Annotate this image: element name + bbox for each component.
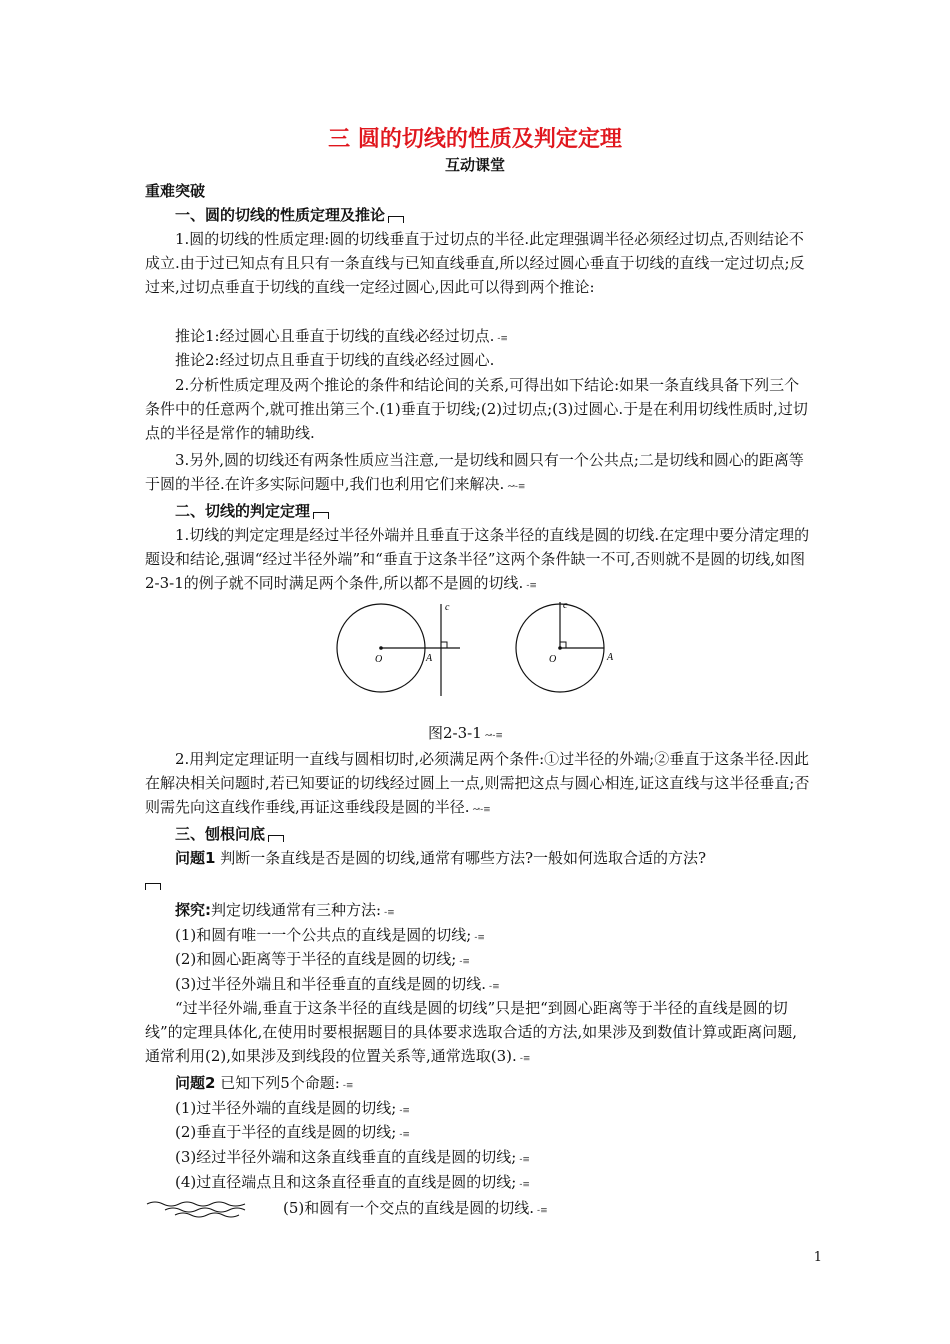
statement-4: (4)过直径端点且和这条直径垂直的直线是圆的切线; -≡ [175,1170,530,1197]
note-icon: -≡ [519,1180,530,1190]
note-icon: -≡ [474,933,485,943]
note-icon: -≡ [526,581,537,591]
corollary-1: 推论1:经过圆心且垂直于切线的直线必经过切点. -≡ [175,324,508,351]
marker-icon [145,883,161,890]
section1-paragraph3: 3.另外,圆的切线还有两条性质应当注意,一是切线和圆只有一个公共点;二是切线和圆心的距离等于圆的半径.在许多实际问题中,我们也利用它们来解决. ↝-≡ [145,448,811,499]
note-icon: -≡ [399,1106,410,1116]
marker-icon [313,512,329,519]
section2-paragraph1: 1.切线的判定定理是经过半径外端并且垂直于这条半径的直线是圆的切线.在定理中要分清定理的题设和结论,强调“经过半径外端”和“垂直于这条半径”这两个条件缺一不可,否则就不是圆的切线,如图2-3-1的例子就不同时满足两个条件,所以都不是圆的切线. -≡ [145,523,811,598]
note-icon: -≡ [519,1155,530,1165]
label-o-left: O [375,654,383,665]
label-o-right: O [549,654,557,665]
label-a-left: A [426,653,433,664]
note-icon: -≡ [384,908,395,918]
section3-heading: 三、刨根问底 [175,823,284,844]
note-icon: -≡ [342,1081,354,1091]
document-title: 三 圆的切线的性质及判定定理 [328,127,622,152]
note-icon: ↝-≡ [484,731,503,741]
section1-heading: 一、圆的切线的性质定理及推论 [175,204,404,225]
note-icon: -≡ [497,334,508,344]
right-angle-left [441,642,447,648]
statement-5: (5)和圆有一个交点的直线是圆的切线. -≡ [283,1196,548,1223]
label-a-right: A [607,652,614,663]
section1-paragraph2: 2.分析性质定理及两个推论的条件和结论间的关系,可得出如下结论:如果一条直线具备下列三个条件中的任意两个,就可推出第三个.(1)垂直于切线;(2)过切点;(3)过圆心.于是在利用切线性质时,过切点的半径是常作的辅助线. [145,376,808,442]
method-2: (2)和圆心距离等于半径的直线是圆的切线; -≡ [175,947,470,974]
explanation-paragraph: “过半径外端,垂直于这条半径的直线是圆的切线”只是把“到圆心距离等于半径的直线是圆的切线”的定理具体化,在使用时要根据题目的具体要求选取合适的方法,如果涉及到数值计算或距离问题,通常利用(2),如果涉及到线段的位置关系等,通常选取(3). -≡ [145,996,811,1071]
figure-left [337,602,460,696]
label-c-left: c [445,602,450,613]
label-c-right: c [563,600,568,611]
marker-icon [268,835,284,842]
note-icon: -≡ [489,982,500,992]
question-2: 问题2 已知下列5个命题: -≡ [175,1071,353,1098]
section2-paragraph2: 2.用判定定理证明一直线与圆相切时,必须满足两个条件:①过半径的外端;②垂直于这条半径.因此在解决相关问题时,若已知要证的切线经过圆上一点,则需把这点与圆心相连,证这直线与这半径垂直;否则需先向这直线作垂线,再证这垂线段是圆的半径. ↝-≡ [145,747,811,822]
note-icon: -≡ [519,1054,531,1064]
explore-line: 探究:判定切线通常有三种方法: -≡ [175,898,395,925]
figure-tangent-counterexamples [320,598,640,703]
note-icon: ↝-≡ [507,482,526,492]
statement-2: (2)垂直于半径的直线是圆的切线; -≡ [175,1120,410,1147]
section-main-heading: 重难突破 [145,182,206,200]
section1-paragraph1: 1.圆的切线的性质定理:圆的切线垂直于过切点的半径.此定理强调半径必须经过切点,否则结论不成立.由于过已知点有且只有一条直线与已知直线垂直,所以经过圆心垂直于切线的直线一定过切点;反过来,过切点垂直于切线的直线一定经过圆心,因此可以得到两个推论: [145,230,805,296]
marker-icon [388,216,404,223]
wave-decoration-icon [145,1198,249,1218]
note-icon: -≡ [537,1206,548,1216]
corollary-2: 推论2:经过切点且垂直于切线的直线必经过圆心. [175,351,495,369]
note-icon: -≡ [399,1130,410,1140]
method-3: (3)过半径外端且和半径垂直的直线是圆的切线. -≡ [175,972,500,999]
page-number: 1 [813,1250,822,1265]
question-1: 问题1 判断一条直线是否是圆的切线,通常有哪些方法?一般如何选取合适的方法? [145,846,811,894]
note-icon: ↝-≡ [472,805,491,815]
figure-right [516,600,614,692]
section2-heading: 二、切线的判定定理 [175,500,329,521]
note-icon: -≡ [459,957,470,967]
document-subtitle: 互动课堂 [444,156,505,174]
method-1: (1)和圆有唯一一个公共点的直线是圆的切线; -≡ [175,923,485,950]
statement-1: (1)过半径外端的直线是圆的切线; -≡ [175,1096,410,1123]
statement-3: (3)经过半径外端和这条直线垂直的直线是圆的切线; -≡ [175,1145,530,1172]
figure-caption: 图2-3-1 ↝-≡ [428,721,503,748]
